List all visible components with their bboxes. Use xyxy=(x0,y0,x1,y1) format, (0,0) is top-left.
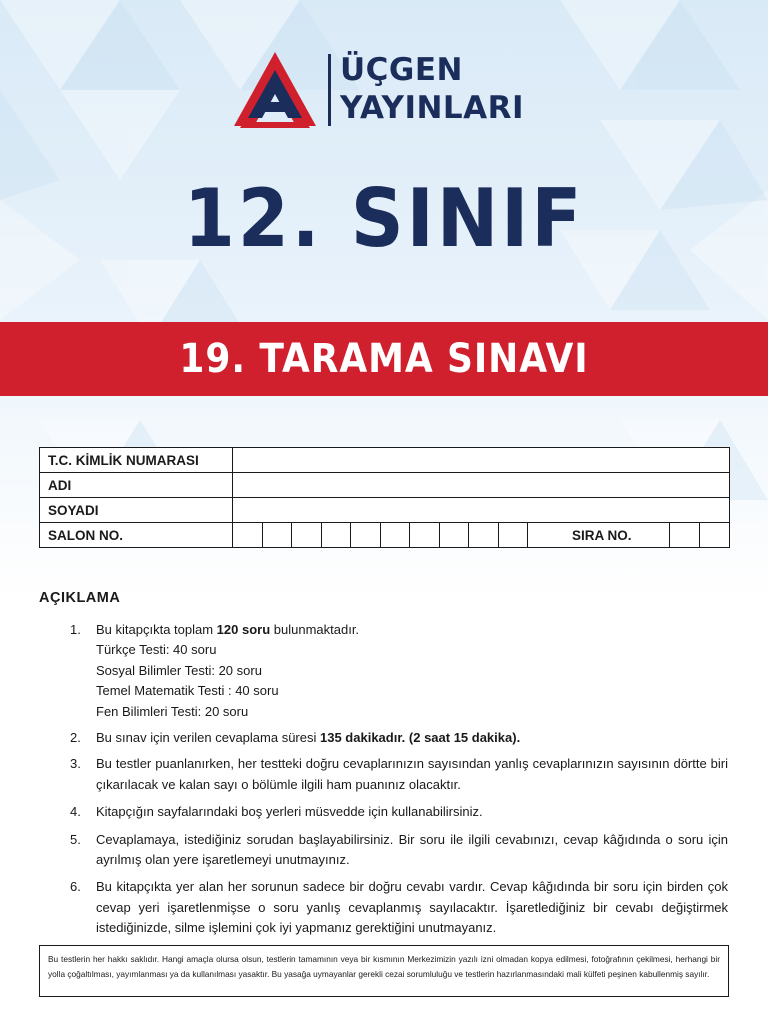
item-text: Bu testler puanlanırken, her testteki doğru cevaplarınızın sayısından yanlış cevaplarınızın sayısının dörtte biri çıkarılacak ve kalan sayı o bölümle ilgili ham puanınız olacaktır. xyxy=(96,756,728,792)
surname-field[interactable] xyxy=(233,498,730,523)
exam-title-band xyxy=(0,322,768,396)
logo-text-line1: ÜÇGEN xyxy=(340,52,463,88)
student-info-form xyxy=(39,447,730,548)
room-digit-box[interactable] xyxy=(469,523,499,548)
room-digit-box[interactable] xyxy=(351,523,381,548)
triangle-logo-icon xyxy=(232,50,318,130)
instructions-heading: AÇIKLAMA xyxy=(39,590,121,606)
item-text: Bu sınav için verilen cevaplama süresi xyxy=(96,730,320,746)
item-text: bulunmaktadır. xyxy=(270,622,360,637)
tc-id-label: T.C. KİMLİK NUMARASI xyxy=(40,448,233,473)
item-number: 5. xyxy=(70,831,81,847)
item-text: Bu kitapçıkta yer alan her sorunun sadece bir doğru cevabı vardır. Cevap kâğıdında bir soru için birden çok cevap yeri işaretlenmişse o soru yanlış cevaplanmış sayılacaktır. İşaretlediğiniz bir cevabı değiştirmek istediğinizde, silme işlemini çok iyi yapmanız gerektiğini unutmayanız. xyxy=(96,879,728,936)
room-seat-row xyxy=(40,523,730,548)
test-count-line: Sosyal Bilimler Testi: 20 soru xyxy=(96,662,262,678)
test-count-line: Fen Bilimleri Testi: 20 soru xyxy=(96,703,249,719)
surname-label: SOYADI xyxy=(40,498,233,523)
seat-digit-box[interactable] xyxy=(700,523,730,548)
seat-digit-box[interactable] xyxy=(670,523,700,548)
instruction-item xyxy=(62,877,728,938)
item-number: 1. xyxy=(70,622,81,637)
room-digit-box[interactable] xyxy=(410,523,440,548)
item-number: 4. xyxy=(70,804,81,820)
logo-divider xyxy=(328,54,331,126)
name-label: ADI xyxy=(40,473,233,498)
instruction-item xyxy=(62,830,728,871)
item-text: Bu kitapçıkta toplam xyxy=(96,622,217,637)
room-label: SALON NO. xyxy=(40,523,233,548)
surname-row xyxy=(40,498,730,523)
publisher-logo xyxy=(232,50,542,132)
copyright-notice: Bu testlerin her hakkı saklıdır. Hangi amaçla olursa olsun, testlerin tamamının veya bir kısmının Merkezimizin yazılı izni olmadan kopya edilmesi, fotoğrafının çekilmesi, herhangi bir yolla çoğaltılması, yayımlanması ya da kullanılması yasaktır. Bu yasağa uymayanlar gerekli cezai sorumluluğu ve testlerin hazırlanmasındaki mali külfeti peşinen kabullenmiş sayılır. xyxy=(39,945,729,997)
item-number: 2. xyxy=(70,730,81,746)
name-field[interactable] xyxy=(233,473,730,498)
instruction-item xyxy=(62,754,728,795)
item-text: Kitapçığın sayfalarındaki boş yerleri müsvedde için kullanabilirsiniz. xyxy=(96,804,483,820)
tc-id-field[interactable] xyxy=(233,448,730,473)
instructions-list xyxy=(62,620,728,939)
item-text: Cevaplamaya, istediğiniz sorudan başlayabilirsiniz. Bir soru ile ilgili cevabınızı, cevap kâğıdında o soru için ayrılmış olan yere işaretlemeyi unutmayınız. xyxy=(96,831,728,868)
test-count-line: Temel Matematik Testi : 40 soru xyxy=(96,683,279,699)
room-digit-box[interactable] xyxy=(381,523,410,548)
room-digit-box[interactable] xyxy=(292,523,322,548)
room-digit-box[interactable] xyxy=(263,523,292,548)
room-digit-box[interactable] xyxy=(499,523,528,548)
name-row xyxy=(40,473,730,498)
tc-id-row xyxy=(40,448,730,473)
instruction-item xyxy=(62,620,728,722)
exam-title: 19. TARAMA SINAVI xyxy=(179,336,589,382)
item-number: 6. xyxy=(70,879,81,895)
seat-label: SIRA NO. xyxy=(528,523,670,548)
room-digit-box[interactable] xyxy=(233,523,263,548)
room-digit-box[interactable] xyxy=(322,523,351,548)
item-number: 3. xyxy=(70,756,81,772)
item-text-bold: 120 soru xyxy=(216,622,271,637)
logo-text-line2: YAYINLARI xyxy=(340,90,525,126)
instruction-item xyxy=(62,728,728,748)
grade-title: 12. SINIF xyxy=(183,172,585,265)
test-count-line: Türkçe Testi: 40 soru xyxy=(96,642,217,658)
item-text-bold: 135 dakikadır. (2 saat 15 dakika). xyxy=(320,730,521,746)
room-digit-box[interactable] xyxy=(440,523,469,548)
instruction-item xyxy=(62,802,728,822)
